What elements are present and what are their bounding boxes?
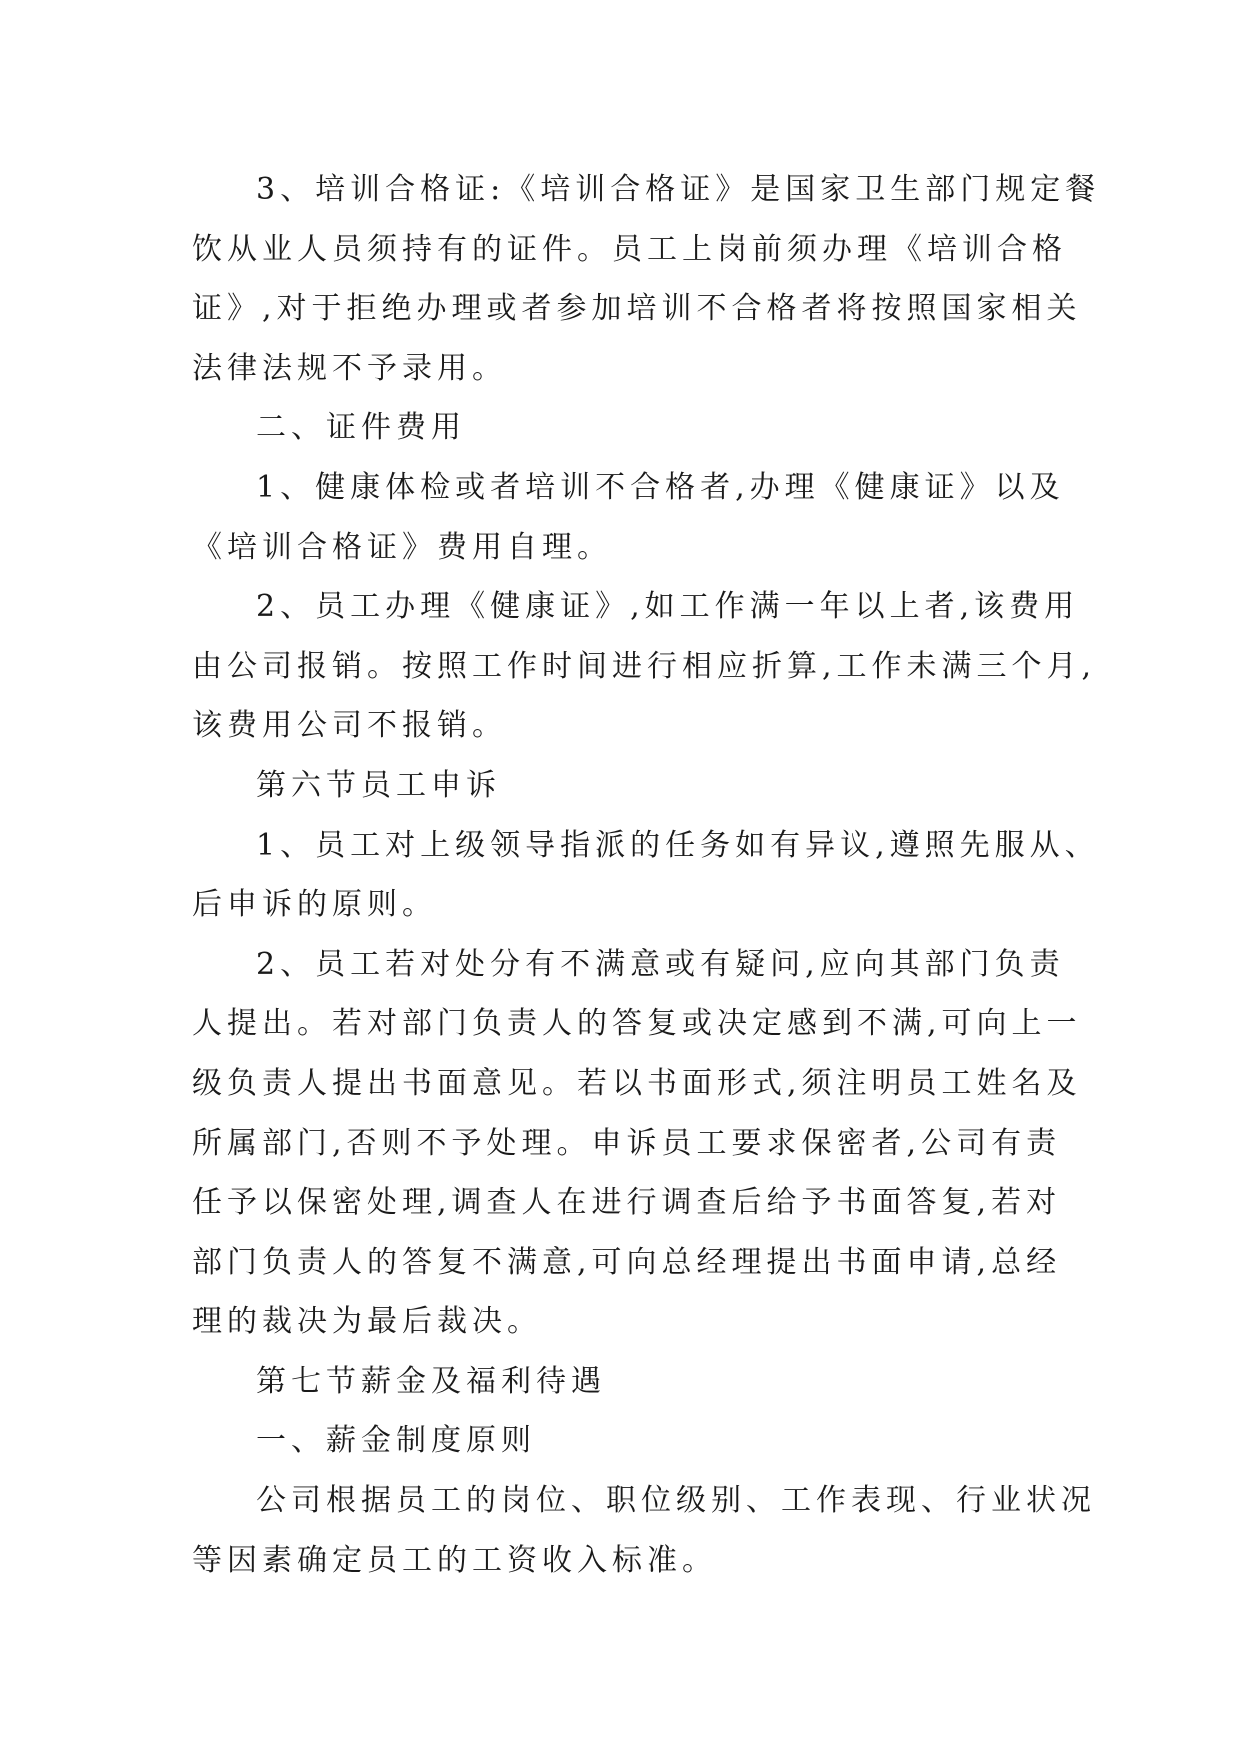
text-line: 该费用公司不报销。: [192, 708, 507, 744]
text-line: 第六节员工申诉: [256, 767, 501, 803]
text-line: 人提出。若对部门负责人的答复或决定感到不满,可向上一: [192, 1006, 1082, 1042]
text-line: 等因素确定员工的工资收入标准。: [192, 1542, 717, 1578]
text-line: 由公司报销。按照工作时间进行相应折算,工作未满三个月,: [192, 648, 1097, 684]
text-line: 一、薪金制度原则: [256, 1423, 536, 1459]
text-line: 部门负责人的答复不满意,可向总经理提出书面申请,总经: [192, 1244, 1062, 1280]
text-line: 3、培训合格证:《培训合格证》是国家卫生部门规定餐: [256, 172, 1101, 207]
text-line: 2、员工若对处分有不满意或有疑问,应向其部门负责: [256, 946, 1065, 982]
text-line: 级负责人提出书面意见。若以书面形式,须注明员工姓名及: [192, 1065, 1082, 1101]
text-line: 证》,对于拒绝办理或者参加培训不合格者将按照国家相关: [192, 291, 1082, 327]
text-line: 理的裁决为最后裁决。: [192, 1304, 542, 1340]
text-line: 法律法规不予录用。: [192, 350, 507, 386]
text-line: 公司根据员工的岗位、职位级别、工作表现、行业状况: [256, 1483, 1096, 1519]
text-line: 所属部门,否则不予处理。申诉员工要求保密者,公司有责: [192, 1125, 1062, 1161]
text-line: 后申诉的原则。: [192, 887, 437, 923]
text-line: 1、员工对上级领导指派的任务如有异议,遵照先服从、: [256, 827, 1100, 863]
text-line: 二、证件费用: [256, 410, 466, 446]
document-body: [192, 160, 1101, 1590]
text-line: 《培训合格证》费用自理。: [192, 529, 612, 565]
text-line: 1、健康体检或者培训不合格者,办理《健康证》以及: [256, 469, 1065, 505]
text-line: 第七节薪金及福利待遇: [256, 1363, 606, 1399]
text-line: 2、员工办理《健康证》,如工作满一年以上者,该费用: [256, 589, 1080, 625]
text-line: 任予以保密处理,调查人在进行调查后给予书面答复,若对: [192, 1185, 1062, 1221]
text-line: 饮从业人员须持有的证件。员工上岗前须办理《培训合格: [192, 231, 1067, 267]
